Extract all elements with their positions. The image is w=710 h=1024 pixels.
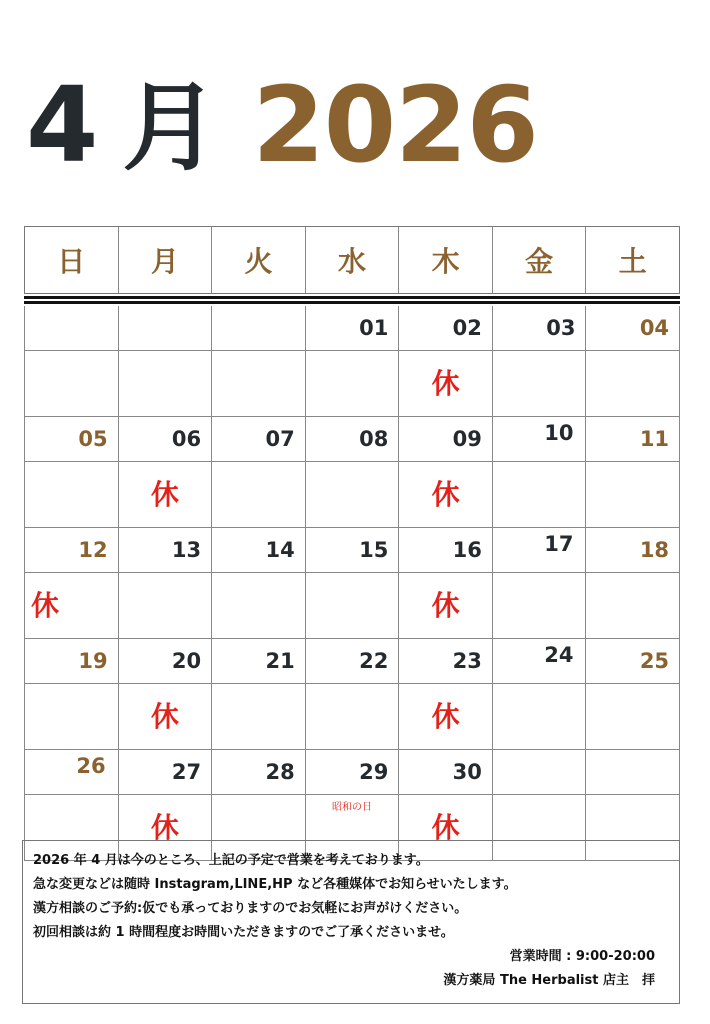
day-number: 26 (76, 754, 106, 778)
day-number: 24 (544, 643, 574, 667)
day-cell (493, 528, 587, 639)
day-number: 20 (171, 649, 202, 673)
closed-mark: 休 (150, 811, 179, 844)
day-cell (306, 417, 400, 528)
year: 2026 (252, 64, 538, 186)
notes-box (22, 840, 680, 1004)
week-row (25, 306, 680, 417)
day-grid (24, 306, 680, 861)
day-number: 11 (639, 427, 670, 451)
day-number: 04 (639, 316, 670, 340)
day-number: 22 (359, 649, 389, 673)
day-cell (212, 639, 306, 750)
day-cell (212, 417, 306, 528)
day-cell (586, 639, 680, 750)
day-number: 08 (359, 427, 389, 451)
header-divider-top (24, 296, 680, 299)
signature: 漢方薬局 The Herbalist 店主 拝 (443, 973, 655, 988)
day-number: 28 (265, 760, 295, 784)
day-cell (586, 528, 680, 639)
closed-mark: 休 (150, 478, 179, 511)
note-line: 漢方相談のご予約:仮でも承っておりますのでお気軽にお声がけください。 (33, 901, 468, 916)
calendar-title (26, 52, 538, 186)
business-hours: 営業時間 : 9:00-20:00 (509, 949, 655, 964)
holiday-label: 昭和の日 (332, 802, 373, 813)
month-number: 4 (26, 64, 97, 186)
day-cell (25, 639, 119, 750)
weekday-wednesday: 水 (306, 227, 400, 293)
day-cell (119, 639, 213, 750)
day-number: 15 (359, 538, 389, 562)
closed-mark: 休 (431, 478, 460, 511)
weekday-friday: 金 (493, 227, 587, 293)
day-number: 16 (452, 538, 482, 562)
closed-mark: 休 (431, 589, 460, 622)
weekday-thursday: 木 (399, 227, 493, 293)
closed-mark: 休 (31, 589, 60, 622)
day-cell (119, 528, 213, 639)
day-number: 25 (639, 649, 670, 673)
note-line: 初回相談は約 1 時間程度お時間いただきますのでご了承くださいませ。 (33, 925, 454, 940)
day-cell (399, 417, 493, 528)
note-line: 2026 年 4 月は今のところ、上記の予定で営業を考えております。 (33, 853, 429, 868)
day-cell (306, 306, 400, 417)
day-number: 21 (265, 649, 295, 673)
week-row (25, 417, 680, 528)
day-cell (25, 306, 119, 417)
day-cell (212, 528, 306, 639)
day-number: 23 (452, 649, 482, 673)
closed-mark: 休 (150, 700, 179, 733)
day-cell (586, 417, 680, 528)
weekday-saturday: 土 (618, 245, 647, 278)
day-cell (493, 306, 587, 417)
week-row (25, 639, 680, 750)
day-number: 27 (171, 760, 202, 784)
day-number: 14 (265, 538, 295, 562)
day-number: 03 (546, 316, 576, 340)
closed-mark: 休 (431, 811, 460, 844)
day-cell (399, 306, 493, 417)
month-unit: 月 (122, 72, 219, 184)
day-cell (119, 417, 213, 528)
day-number: 18 (639, 538, 670, 562)
weekday-header (24, 226, 680, 294)
day-cell (25, 528, 119, 639)
day-cell (586, 306, 680, 417)
day-number: 19 (78, 649, 108, 673)
day-cell (212, 306, 306, 417)
day-number: 30 (452, 760, 482, 784)
weekday-sunday: 日 (25, 227, 119, 293)
day-number: 13 (171, 538, 202, 562)
day-number: 01 (359, 316, 389, 340)
day-cell (399, 639, 493, 750)
closed-mark: 休 (431, 700, 460, 733)
calendar (24, 226, 680, 844)
day-number: 12 (78, 538, 108, 562)
day-number: 09 (452, 427, 482, 451)
day-number: 02 (452, 316, 482, 340)
note-line: 急な変更などは随時 Instagram,LINE,HP など各種媒体でお知らせいたします。 (33, 877, 517, 892)
day-number: 29 (359, 760, 389, 784)
day-number: 07 (265, 427, 295, 451)
day-number: 17 (544, 532, 574, 556)
day-cell (119, 306, 213, 417)
day-cell (306, 528, 400, 639)
day-number: 06 (171, 427, 202, 451)
week-row (25, 528, 680, 639)
header-divider-bottom (24, 301, 680, 304)
weekday-tuesday: 火 (212, 227, 306, 293)
day-number: 10 (544, 421, 574, 445)
weekday-monday: 月 (119, 227, 213, 293)
day-cell (25, 417, 119, 528)
day-cell (493, 639, 587, 750)
day-cell (399, 528, 493, 639)
day-number: 05 (78, 427, 108, 451)
closed-mark: 休 (431, 367, 460, 400)
day-cell (306, 639, 400, 750)
day-cell (493, 417, 587, 528)
